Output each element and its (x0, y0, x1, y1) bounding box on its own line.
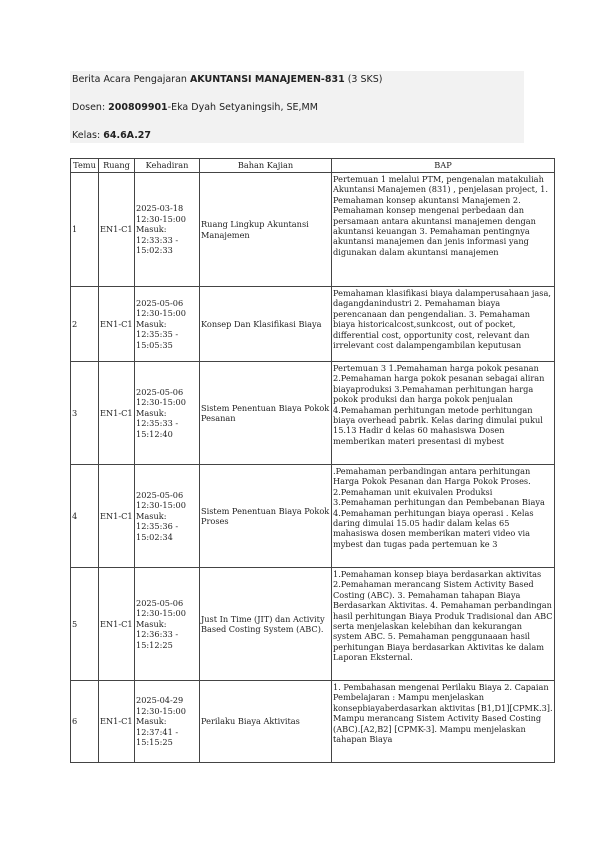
table-row (71, 173, 555, 287)
temu-cell: 4 (71, 465, 99, 568)
bap-cell: Pertemuan 1 melalui PTM, pengenalan matakuliah Akuntansi Manajemen (831) , penjelasan project, 1. Pemahaman konsep akuntansi Manajemen 2. Pemahaman konsep mengenai perbedaan dan persamaan antara akuntansi manajemen dengan akuntansi keuangan 3. Pemahaman pentingnya akuntansi manajemen dan jenis informasi yang digunakan dalam akuntansi manajemen (332, 173, 555, 287)
kehadiran-cell: 2025-05-06 12:30-15:00 Masuk: 12:35:36 - 15:02:34 (135, 465, 200, 568)
course-title-line (72, 74, 382, 85)
table-row (71, 568, 555, 681)
table-row (71, 362, 555, 465)
course-title: AKUNTANSI MANAJEMEN-831 (189, 74, 345, 85)
document-header (70, 71, 524, 143)
bahan-kajian-cell: Ruang Lingkup Akuntansi Manajemen (200, 173, 332, 287)
bap-cell: 1. Pembahasan mengenai Perilaku Biaya 2. Capaian Pembelajaran : Mampu menjelaskan konsepbiayaberdasarkan aktivitas [B1,D1][CPMK.3]. Mampu merancang Sistem Activity Based Costing (ABC).[A2,B2] [CPMK-3]. Mampu menjelaskan tahapan Biaya (332, 681, 555, 763)
kehadiran-cell: 2025-03-18 12:30-15:00 Masuk: 12:33:33 - 15:02:33 (135, 173, 200, 287)
ruang-cell: EN1-C1 (99, 287, 135, 362)
ruang-cell: EN1-C1 (99, 568, 135, 681)
lecturer-label: Dosen: (72, 102, 109, 113)
temu-cell: 5 (71, 568, 99, 681)
ruang-cell: EN1-C1 (99, 173, 135, 287)
bahan-kajian-cell: Perilaku Biaya Aktivitas (200, 681, 332, 763)
column-header-bahan-kajian: Bahan Kajian (200, 159, 332, 173)
kehadiran-cell: 2025-05-06 12:30-15:00 Masuk: 12:35:35 - 15:05:35 (135, 287, 200, 362)
kehadiran-cell: 2025-05-06 12:30-15:00 Masuk: 12:36:33 - 15:12:25 (135, 568, 200, 681)
ruang-cell: EN1-C1 (99, 681, 135, 763)
lecturer-name: -Eka Dyah Setyaningsih, SE,MM (167, 102, 318, 113)
lecturer-line (72, 102, 318, 113)
bap-cell: Pertemuan 3 1.Pemahaman harga pokok pesanan 2.Pemahaman harga pokok pesanan sebagai aliran biayaproduksi 3.Pemahaman perhitungan harga pokok produksi dan harga pokok penjualan 4.Pemahaman perhitungan metode perhitungan biaya overhead pabrik. Kelas daring dimulai pukul 15.13 Hadir d kelas 60 mahasiswa Dosen memberikan materi presentasi di mybest (332, 362, 555, 465)
class-line (72, 130, 151, 141)
table-row (71, 465, 555, 568)
bap-cell: .Pemahaman perbandingan antara perhitungan Harga Pokok Pesanan dan Harga Pokok Proses. 2.Pemahaman unit ekuivalen Produksi 3.Pemahaman perhitungan dan Pembebanan Biaya 4.Pemahaman perhitungan biaya operasi . Kelas daring dimulai 15.05 hadir dalam kelas 65 mahasiswa dosen memberikan materi video via mybest dan tugas pada pertemuan ke 3 (332, 465, 555, 568)
bap-cell: Pemahaman klasifikasi biaya dalamperusahaan jasa, dagangdanindustri 2. Pemahaman biaya perencanaan dan pengendalian. 3. Pemahaman biaya historicalcost,sunkcost, out of pocket, differential cost, opportunity cost, relevant dan irrelevant cost dalampengambilan keputusan (332, 287, 555, 362)
lecturer-id: 200809901 (108, 102, 168, 113)
kehadiran-cell: 2025-05-06 12:30-15:00 Masuk: 12:35:33 - 15:12:40 (135, 362, 200, 465)
course-credits: (3 SKS) (344, 74, 383, 85)
bahan-kajian-cell: Sistem Penentuan Biaya Pokok Proses (200, 465, 332, 568)
bahan-kajian-cell: Konsep Dan Klasifikasi Biaya (200, 287, 332, 362)
course-title-prefix: Berita Acara Pengajaran (72, 74, 190, 85)
table-row (71, 287, 555, 362)
table-header-row (71, 159, 555, 173)
class-code: 64.6A.27 (103, 130, 152, 141)
column-header-bap: BAP (332, 159, 555, 173)
ruang-cell: EN1-C1 (99, 465, 135, 568)
temu-cell: 6 (71, 681, 99, 763)
column-header-temu: Temu (71, 159, 99, 173)
class-label: Kelas: (72, 130, 104, 141)
temu-cell: 2 (71, 287, 99, 362)
bap-cell: 1.Pemahaman konsep biaya berdasarkan aktivitas 2.Pemahaman merancang Sistem Activity Based Costing (ABC). 3. Pemahaman tahapan Biaya Berdasarkan Aktivitas. 4. Pemahaman perbandingan hasil perhitungan Biaya Produk Tradisional dan ABC serta menjelaskan kelebihan dan kekurangan system ABC. 5. Pemahaman penggunaaan hasil perhitungan Biaya berdasarkan Aktivitas ke dalam Laporan Eksternal. (332, 568, 555, 681)
table-row (71, 681, 555, 763)
teaching-report-table (70, 158, 555, 763)
temu-cell: 1 (71, 173, 99, 287)
column-header-kehadiran: Kehadiran (135, 159, 200, 173)
column-header-ruang: Ruang (99, 159, 135, 173)
bahan-kajian-cell: Just In Time (JIT) dan Activity Based Costing System (ABC). (200, 568, 332, 681)
temu-cell: 3 (71, 362, 99, 465)
kehadiran-cell: 2025-04-29 12:30-15:00 Masuk: 12:37:41 - 15:15:25 (135, 681, 200, 763)
ruang-cell: EN1-C1 (99, 362, 135, 465)
bahan-kajian-cell: Sistem Penentuan Biaya Pokok Pesanan (200, 362, 332, 465)
